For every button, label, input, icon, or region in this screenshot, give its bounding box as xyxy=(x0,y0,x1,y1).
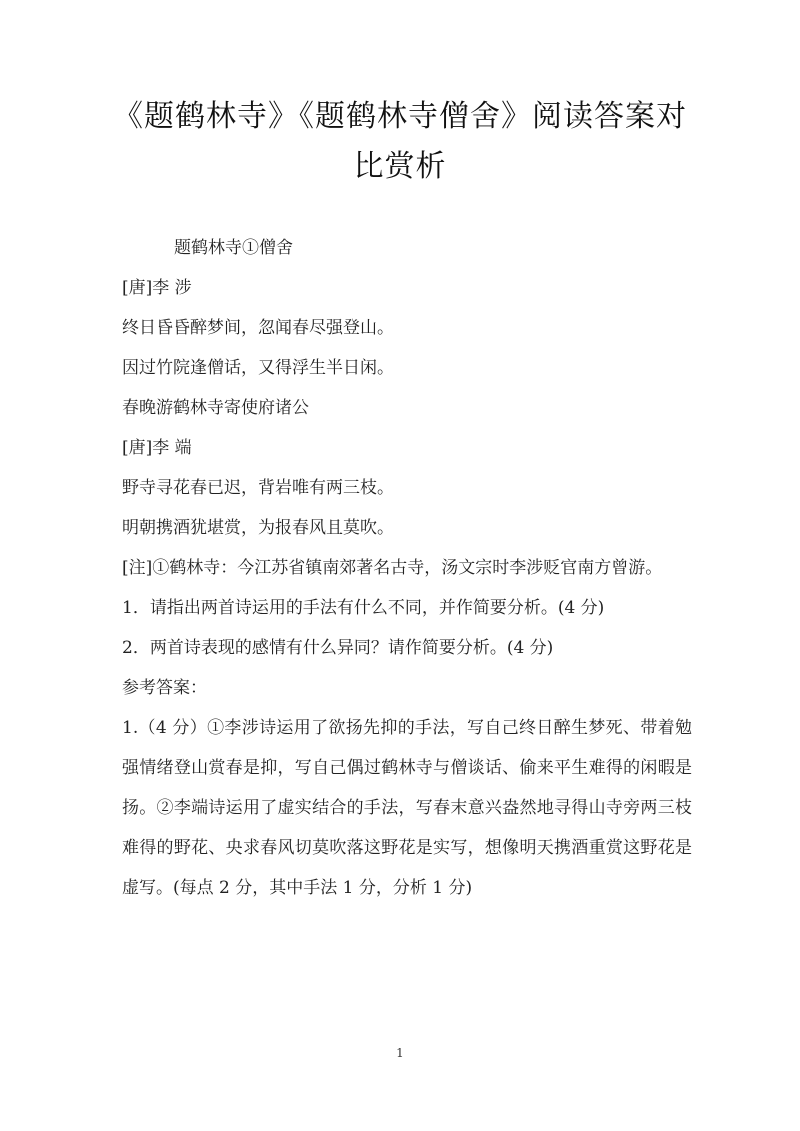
poem2-title: 春晚游鹤林寺寄使府诸公 xyxy=(122,398,309,418)
footnote: [注]①鹤林寺：今江苏省镇南郊著名古寺，汤文宗时李涉贬官南方曾游。 xyxy=(122,558,663,578)
poem1-author: [唐]李 涉 xyxy=(122,278,192,298)
poem2-line: 野寺寻花春已迟，背岩唯有两三枝。 xyxy=(122,478,394,498)
poem2-author: [唐]李 端 xyxy=(122,438,192,458)
poem2-line: 明朝携酒犹堪赏，为报春风且莫吹。 xyxy=(122,518,394,538)
question-item: 2．两首诗表现的感情有什么异同？请作简要分析。(4 分) xyxy=(122,638,554,658)
page-title: 《题鹤林寺》《题鹤林寺僧舍》阅读答案对比赏析 xyxy=(113,99,687,184)
document-body xyxy=(122,228,692,908)
page-number: 1 xyxy=(396,1046,404,1060)
answer-heading: 参考答案： xyxy=(122,678,207,698)
poem1-title: 题鹤林寺①僧舍 xyxy=(174,238,293,258)
poem1-line: 终日昏昏醉梦间，忽闻春尽强登山。 xyxy=(122,318,394,338)
poem1-line: 因过竹院逢僧话，又得浮生半日闲。 xyxy=(122,358,394,378)
question-item: 1．请指出两首诗运用的手法有什么不同，并作简要分析。(4 分) xyxy=(122,598,605,618)
answer-item: 1.（4 分）①李涉诗运用了欲扬先抑的手法，写自己终日醉生梦死、带着勉强情绪登山赏春是抑，写自己偶过鹤林寺与僧谈话、偷来平生难得的闲暇是扬。②李端诗运用了虚实结合的手法，写春末意兴盎然地寻得山寺旁两三枝难得的野花、央求春风切莫吹落这野花是实写，想像明天携酒重赏这野花是虚写。(每点 2 分，其中手法 1 分，分析 1 分) xyxy=(122,718,692,898)
